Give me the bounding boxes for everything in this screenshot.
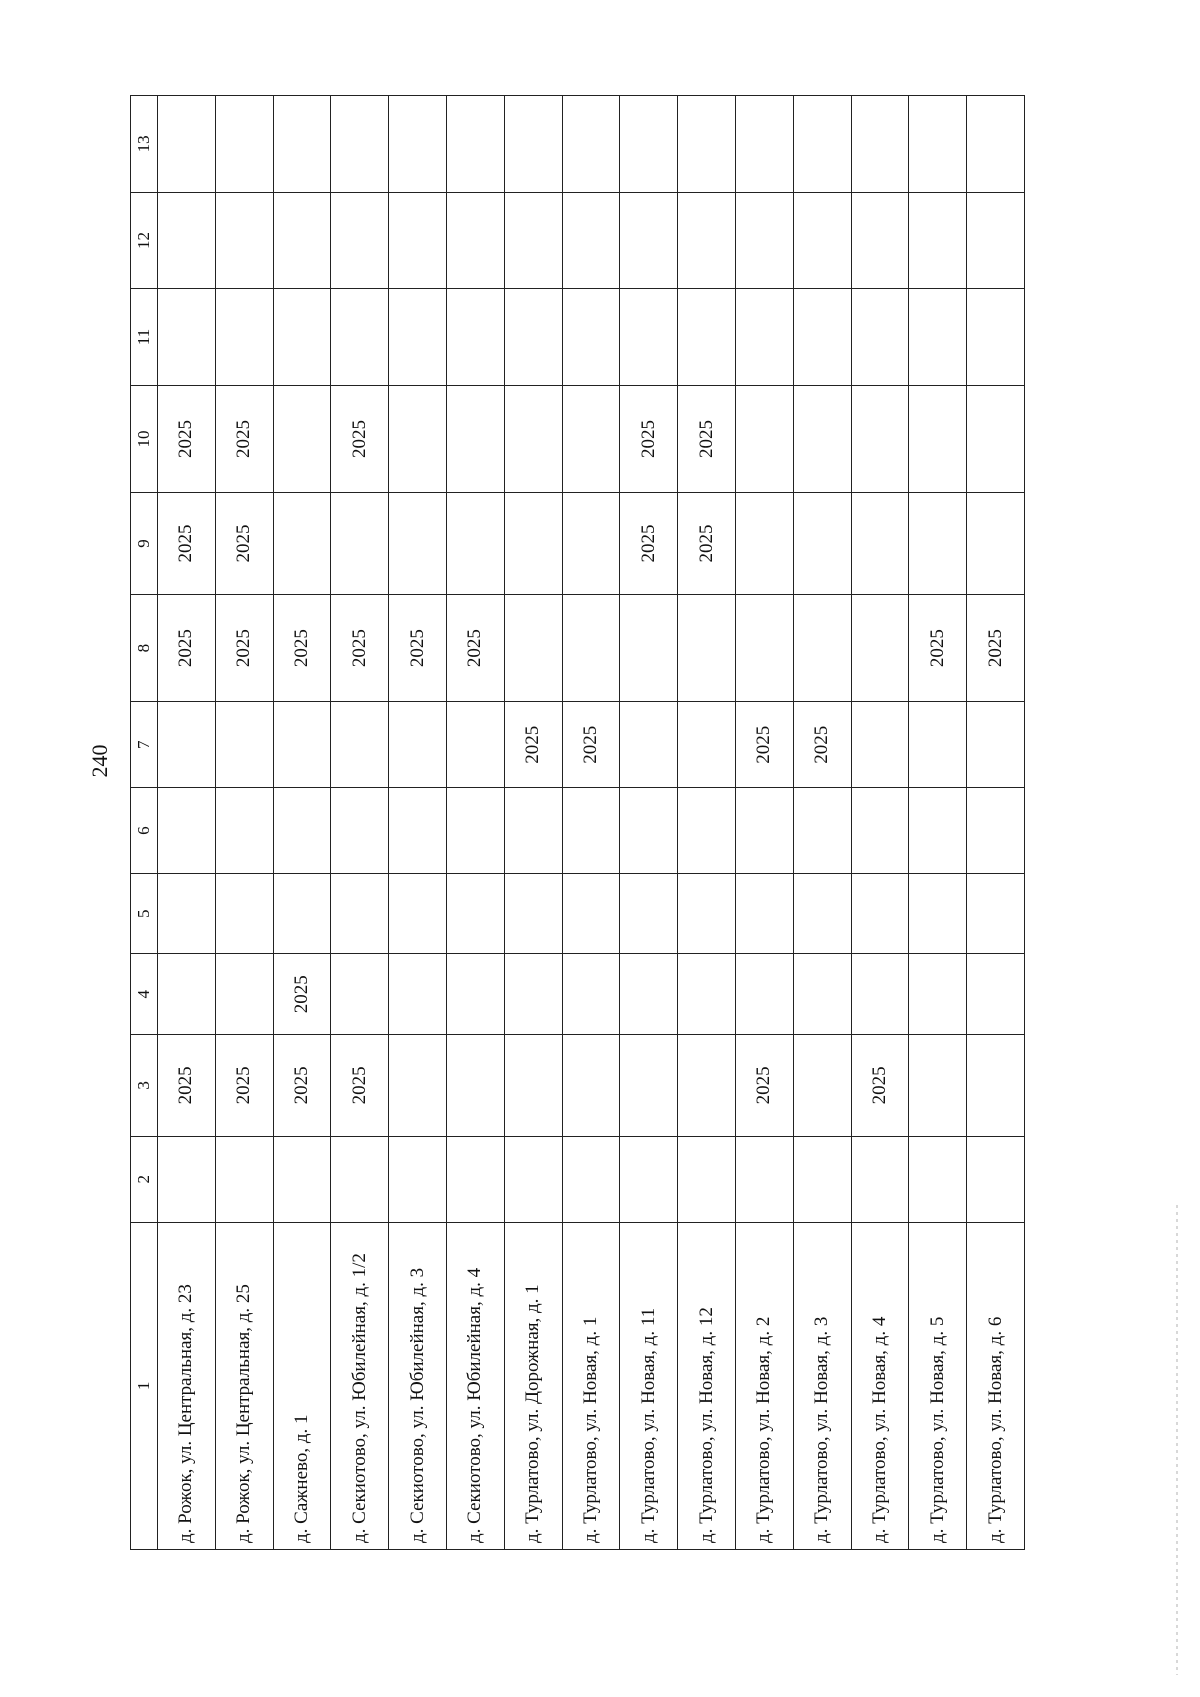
year-cell: [158, 874, 216, 954]
year-cell: [331, 702, 389, 788]
table-row: [273, 96, 331, 1550]
year-cell: [793, 385, 851, 492]
repair-schedule-table: [130, 95, 1025, 1550]
year-cell: [851, 289, 909, 386]
year-cell: [620, 1034, 678, 1136]
year-cell: 2025: [158, 1034, 216, 1136]
year-cell: [446, 1136, 504, 1222]
year-cell: [331, 289, 389, 386]
year-cell: 2025: [735, 1034, 793, 1136]
year-cell: [331, 493, 389, 595]
year-cell: [909, 788, 967, 874]
year-cell: [215, 289, 273, 386]
year-cell: [446, 788, 504, 874]
year-cell: 2025: [793, 702, 851, 788]
rotated-sheet: [130, 95, 1025, 1550]
year-cell: [851, 954, 909, 1034]
column-header: 4: [131, 954, 158, 1034]
year-cell: [735, 96, 793, 193]
year-cell: [678, 1034, 736, 1136]
year-cell: 2025: [967, 595, 1025, 702]
year-cell: [851, 1136, 909, 1222]
year-cell: [793, 874, 851, 954]
year-cell: [851, 702, 909, 788]
year-cell: [504, 1136, 562, 1222]
year-cell: [562, 385, 620, 492]
year-cell: [851, 96, 909, 193]
address-cell: д. Рожок, ул. Центральная, д. 23: [158, 1222, 216, 1549]
year-cell: [389, 702, 447, 788]
column-header: 13: [131, 96, 158, 193]
year-cell: [909, 289, 967, 386]
year-cell: [504, 493, 562, 595]
year-cell: [446, 954, 504, 1034]
address-cell: д. Турлатово, ул. Новая, д. 2: [735, 1222, 793, 1549]
column-header: 8: [131, 595, 158, 702]
year-cell: 2025: [620, 493, 678, 595]
year-cell: [967, 954, 1025, 1034]
year-cell: [793, 788, 851, 874]
year-cell: 2025: [215, 1034, 273, 1136]
year-cell: [793, 96, 851, 193]
year-cell: [389, 289, 447, 386]
year-cell: [909, 192, 967, 289]
year-cell: [620, 595, 678, 702]
year-cell: [620, 874, 678, 954]
year-cell: [562, 1034, 620, 1136]
year-cell: [331, 1136, 389, 1222]
year-cell: [793, 289, 851, 386]
year-cell: [909, 385, 967, 492]
year-cell: [158, 954, 216, 1034]
column-header: 10: [131, 385, 158, 492]
page-number: 240: [87, 744, 112, 778]
address-cell: д. Турлатово, ул. Новая, д. 12: [678, 1222, 736, 1549]
address-cell: д. Турлатово, ул. Новая, д. 6: [967, 1222, 1025, 1549]
year-cell: [851, 192, 909, 289]
year-cell: [504, 954, 562, 1034]
year-cell: [273, 192, 331, 289]
year-cell: [446, 192, 504, 289]
year-cell: [793, 1034, 851, 1136]
year-cell: 2025: [215, 385, 273, 492]
column-header: 2: [131, 1136, 158, 1222]
year-cell: [620, 954, 678, 1034]
year-cell: [504, 96, 562, 193]
year-cell: [446, 702, 504, 788]
year-cell: 2025: [851, 1034, 909, 1136]
column-header: 3: [131, 1034, 158, 1136]
year-cell: [909, 954, 967, 1034]
address-cell: д. Секиотово, ул. Юбилейная, д. 3: [389, 1222, 447, 1549]
year-cell: [967, 385, 1025, 492]
year-cell: [735, 954, 793, 1034]
year-cell: [967, 289, 1025, 386]
table-row: [678, 96, 736, 1550]
year-cell: 2025: [620, 385, 678, 492]
year-cell: [273, 874, 331, 954]
year-cell: [793, 595, 851, 702]
year-cell: [851, 385, 909, 492]
year-cell: [735, 493, 793, 595]
column-header: 6: [131, 788, 158, 874]
year-cell: [562, 192, 620, 289]
year-cell: [158, 96, 216, 193]
year-cell: [562, 788, 620, 874]
year-cell: [504, 595, 562, 702]
year-cell: 2025: [504, 702, 562, 788]
year-cell: [446, 96, 504, 193]
year-cell: 2025: [678, 385, 736, 492]
year-cell: [793, 1136, 851, 1222]
year-cell: [851, 788, 909, 874]
year-cell: [215, 192, 273, 289]
year-cell: [678, 954, 736, 1034]
year-cell: [504, 1034, 562, 1136]
year-cell: [967, 874, 1025, 954]
year-cell: [215, 96, 273, 193]
year-cell: [620, 289, 678, 386]
year-cell: [215, 1136, 273, 1222]
address-cell: д. Сажнево, д. 1: [273, 1222, 331, 1549]
year-cell: [967, 96, 1025, 193]
address-cell: д. Турлатово, ул. Новая, д. 5: [909, 1222, 967, 1549]
year-cell: [273, 96, 331, 193]
year-cell: [389, 192, 447, 289]
year-cell: [331, 788, 389, 874]
year-cell: [562, 289, 620, 386]
year-cell: [967, 788, 1025, 874]
year-cell: 2025: [678, 493, 736, 595]
year-cell: [273, 493, 331, 595]
table-row: [446, 96, 504, 1550]
year-cell: [678, 1136, 736, 1222]
year-cell: [735, 192, 793, 289]
year-cell: [967, 1034, 1025, 1136]
year-cell: [678, 874, 736, 954]
year-cell: [273, 385, 331, 492]
year-cell: [735, 1136, 793, 1222]
year-cell: [504, 289, 562, 386]
year-cell: [793, 954, 851, 1034]
year-cell: [504, 385, 562, 492]
column-header: 5: [131, 874, 158, 954]
year-cell: [562, 493, 620, 595]
year-cell: [735, 595, 793, 702]
year-cell: [158, 1136, 216, 1222]
address-cell: д. Секиотово, ул. Юбилейная, д. 1/2: [331, 1222, 389, 1549]
table-row: [331, 96, 389, 1550]
year-cell: [967, 1136, 1025, 1222]
table-row: [215, 96, 273, 1550]
address-cell: д. Турлатово, ул. Новая, д. 4: [851, 1222, 909, 1549]
year-cell: [620, 192, 678, 289]
year-cell: [215, 954, 273, 1034]
year-cell: [331, 192, 389, 289]
address-cell: д. Секиотово, ул. Юбилейная, д. 4: [446, 1222, 504, 1549]
year-cell: 2025: [735, 702, 793, 788]
column-header: 12: [131, 192, 158, 289]
year-cell: [158, 192, 216, 289]
year-cell: [562, 954, 620, 1034]
year-cell: [389, 1136, 447, 1222]
year-cell: 2025: [331, 385, 389, 492]
year-cell: [158, 702, 216, 788]
year-cell: [215, 874, 273, 954]
year-cell: [851, 595, 909, 702]
year-cell: [389, 385, 447, 492]
scan-edge-mark: [1176, 1205, 1178, 1675]
year-cell: [504, 788, 562, 874]
column-header: 9: [131, 493, 158, 595]
year-cell: [678, 595, 736, 702]
year-cell: [967, 192, 1025, 289]
year-cell: [273, 788, 331, 874]
year-cell: 2025: [909, 595, 967, 702]
year-cell: [446, 874, 504, 954]
year-cell: [446, 1034, 504, 1136]
year-cell: [793, 192, 851, 289]
year-cell: 2025: [273, 954, 331, 1034]
year-cell: [215, 702, 273, 788]
year-cell: [446, 385, 504, 492]
year-cell: 2025: [562, 702, 620, 788]
year-cell: [909, 1034, 967, 1136]
table-row: [562, 96, 620, 1550]
address-cell: д. Рожок, ул. Центральная, д. 25: [215, 1222, 273, 1549]
year-cell: [389, 788, 447, 874]
table-row: [620, 96, 678, 1550]
table-row: [504, 96, 562, 1550]
year-cell: [273, 1136, 331, 1222]
year-cell: [735, 289, 793, 386]
year-cell: [620, 702, 678, 788]
table-row: [735, 96, 793, 1550]
year-cell: 2025: [158, 385, 216, 492]
year-cell: [562, 595, 620, 702]
year-cell: [909, 702, 967, 788]
year-cell: [389, 954, 447, 1034]
year-cell: [562, 96, 620, 193]
table-row: [389, 96, 447, 1550]
table-row: [158, 96, 216, 1550]
year-cell: [389, 96, 447, 193]
year-cell: 2025: [273, 595, 331, 702]
table-row: [909, 96, 967, 1550]
year-cell: 2025: [273, 1034, 331, 1136]
year-cell: [735, 788, 793, 874]
year-cell: [793, 493, 851, 595]
header-row: [131, 96, 158, 1550]
year-cell: [215, 788, 273, 874]
year-cell: [851, 493, 909, 595]
year-cell: [909, 96, 967, 193]
address-cell: д. Турлатово, ул. Новая, д. 3: [793, 1222, 851, 1549]
year-cell: [504, 192, 562, 289]
year-cell: [678, 96, 736, 193]
year-cell: [678, 289, 736, 386]
year-cell: [389, 1034, 447, 1136]
year-cell: [967, 702, 1025, 788]
year-cell: [678, 192, 736, 289]
year-cell: 2025: [158, 595, 216, 702]
year-cell: [678, 702, 736, 788]
column-header: 1: [131, 1222, 158, 1549]
year-cell: [967, 493, 1025, 595]
year-cell: [389, 874, 447, 954]
year-cell: [331, 954, 389, 1034]
year-cell: 2025: [215, 595, 273, 702]
year-cell: [909, 874, 967, 954]
year-cell: [389, 493, 447, 595]
address-cell: д. Турлатово, ул. Новая, д. 11: [620, 1222, 678, 1549]
year-cell: [446, 289, 504, 386]
address-cell: д. Турлатово, ул. Новая, д. 1: [562, 1222, 620, 1549]
year-cell: 2025: [158, 493, 216, 595]
address-cell: д. Турлатово, ул. Дорожная, д. 1: [504, 1222, 562, 1549]
year-cell: [504, 874, 562, 954]
year-cell: [620, 788, 678, 874]
year-cell: 2025: [331, 595, 389, 702]
year-cell: [273, 702, 331, 788]
table-body: [158, 96, 1025, 1550]
year-cell: [158, 788, 216, 874]
year-cell: 2025: [446, 595, 504, 702]
table-row: [793, 96, 851, 1550]
year-cell: [851, 874, 909, 954]
column-header: 11: [131, 289, 158, 386]
year-cell: [158, 289, 216, 386]
year-cell: [620, 96, 678, 193]
year-cell: 2025: [215, 493, 273, 595]
year-cell: 2025: [331, 1034, 389, 1136]
year-cell: 2025: [389, 595, 447, 702]
year-cell: [678, 788, 736, 874]
year-cell: [562, 1136, 620, 1222]
year-cell: [909, 1136, 967, 1222]
year-cell: [562, 874, 620, 954]
year-cell: [620, 1136, 678, 1222]
year-cell: [273, 289, 331, 386]
year-cell: [735, 874, 793, 954]
table-row: [967, 96, 1025, 1550]
year-cell: [446, 493, 504, 595]
year-cell: [735, 385, 793, 492]
year-cell: [331, 874, 389, 954]
column-header: 7: [131, 702, 158, 788]
year-cell: [331, 96, 389, 193]
table-row: [851, 96, 909, 1550]
year-cell: [909, 493, 967, 595]
